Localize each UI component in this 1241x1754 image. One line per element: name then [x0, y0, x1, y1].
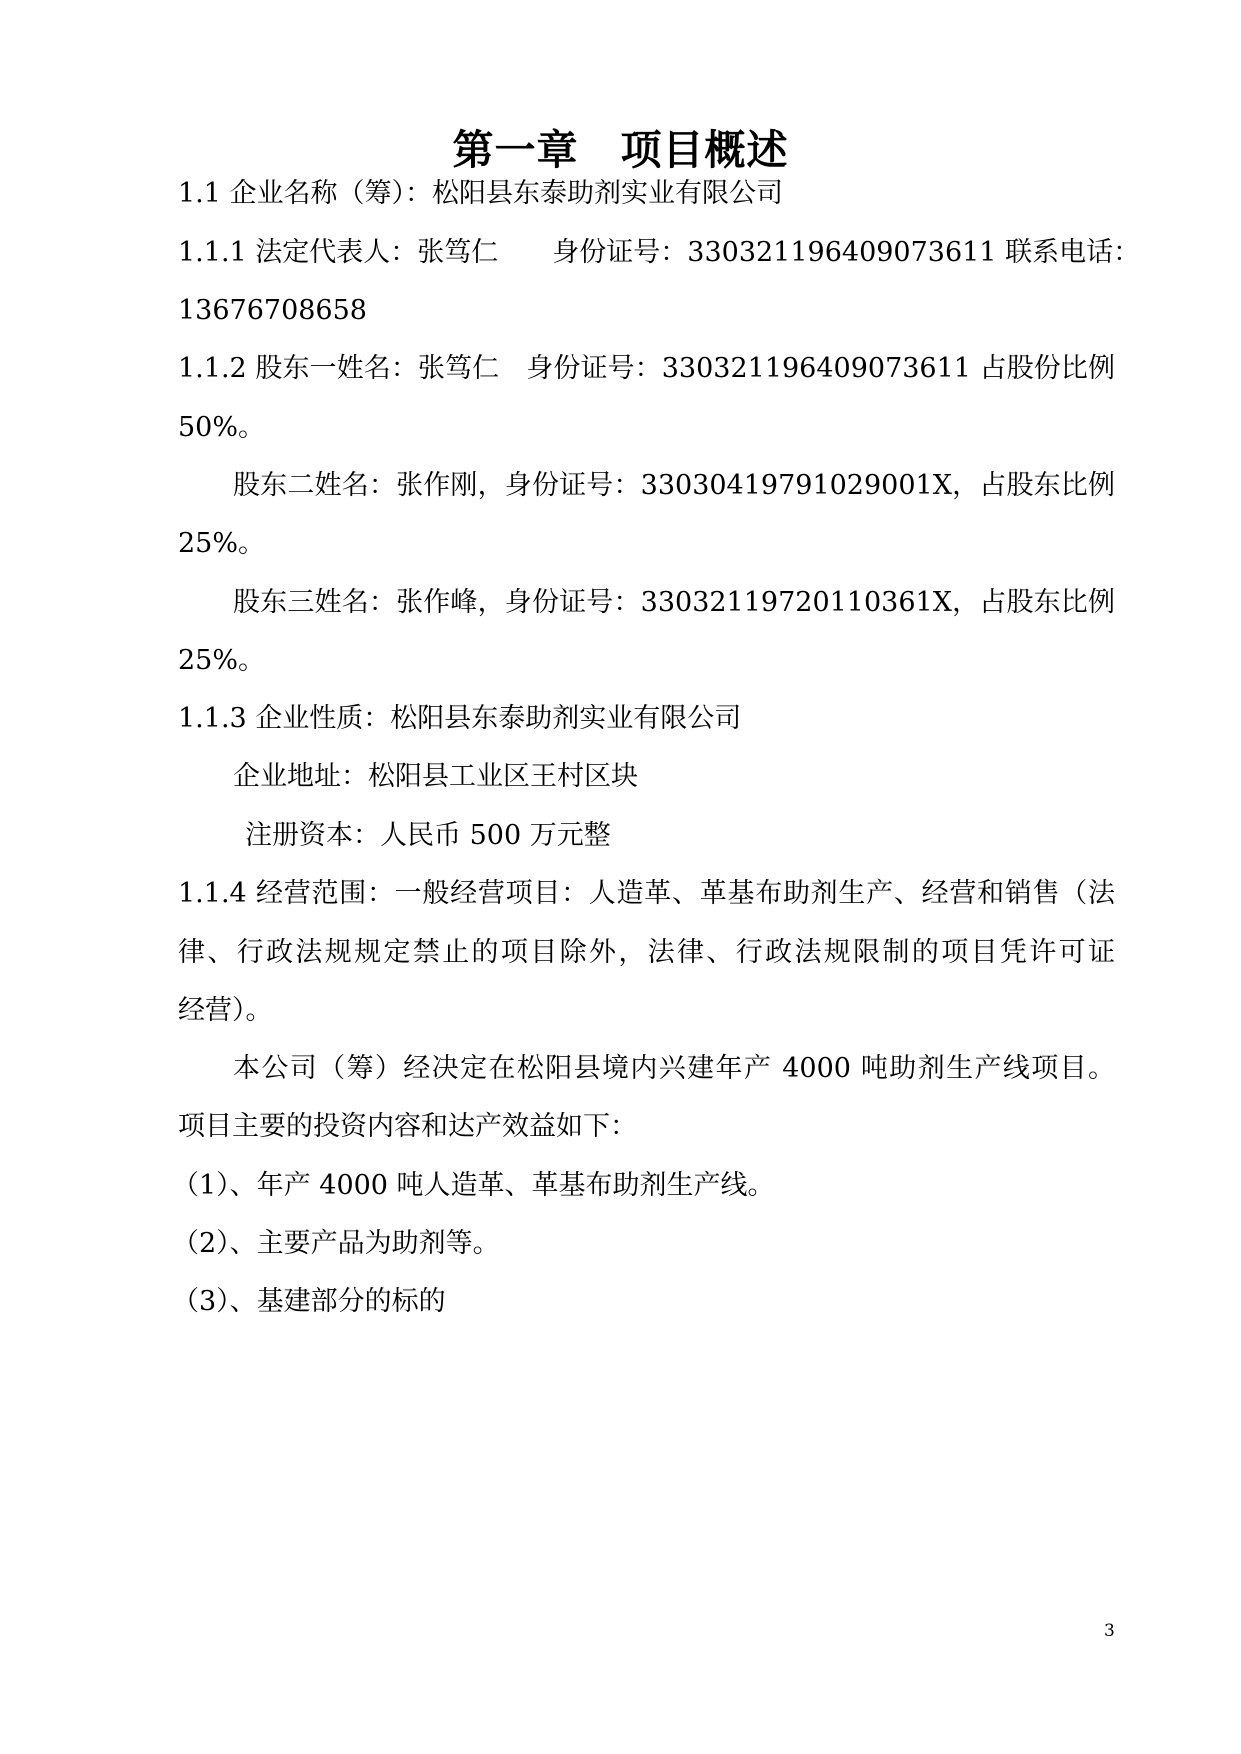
business-scope-line-2: 律、行政法规规定禁止的项目除外，法律、行政法规限制的项目凭许可证 [178, 937, 1115, 968]
shareholder-one-ratio-line: 50%。 [178, 412, 266, 443]
investment-intro-line: 项目主要的投资内容和达产效益如下： [178, 1111, 637, 1142]
page-number: 3 [1104, 1621, 1115, 1641]
shareholder-three-line: 股东三姓名：张作峰，身份证号：33032119720110361X，占股东比例 [233, 587, 1115, 618]
shareholder-one-line: 1.1.2 股东一姓名：张笃仁 身份证号：330321196409073611 占股份比例 [178, 353, 1115, 384]
shareholder-three-ratio-line: 25%。 [178, 645, 266, 676]
legal-representative-line: 1.1.1 法定代表人：张笃仁 身份证号：330321196409073611 联系电话： [178, 237, 1141, 268]
business-scope-line-3: 经营）。 [178, 995, 273, 1026]
business-scope-line-1: 1.1.4 经营范围：一般经营项目：人造革、革基布助剂生产、经营和销售（法 [178, 878, 1115, 909]
registered-capital-line: 注册资本：人民币 500 万元整 [245, 820, 611, 851]
enterprise-nature-line: 1.1.3 企业性质：松阳县东泰助剂实业有限公司 [178, 703, 742, 734]
enterprise-address-line: 企业地址：松阳县工业区王村区块 [233, 761, 638, 792]
project-decision-line: 本公司（筹）经决定在松阳县境内兴建年产 4000 吨助剂生产线项目。 [233, 1053, 1115, 1084]
list-item-3: （3）、基建部分的标的 [172, 1286, 446, 1317]
chapter-number: 第一章 [452, 126, 579, 174]
list-item-1: （1）、年产 4000 吨人造革、革基布助剂生产线。 [172, 1170, 775, 1201]
shareholder-two-line: 股东二姓名：张作刚，身份证号：33030419791029001X，占股东比例 [233, 470, 1115, 501]
chapter-title [0, 122, 1241, 178]
chapter-name: 项目概述 [620, 126, 789, 174]
company-name-line: 1.1 企业名称（筹）：松阳县东泰助剂实业有限公司 [178, 178, 784, 209]
list-item-2: （2）、主要产品为助剂等。 [172, 1228, 500, 1259]
shareholder-two-ratio-line: 25%。 [178, 528, 266, 559]
phone-number-line: 13676708658 [178, 295, 367, 326]
